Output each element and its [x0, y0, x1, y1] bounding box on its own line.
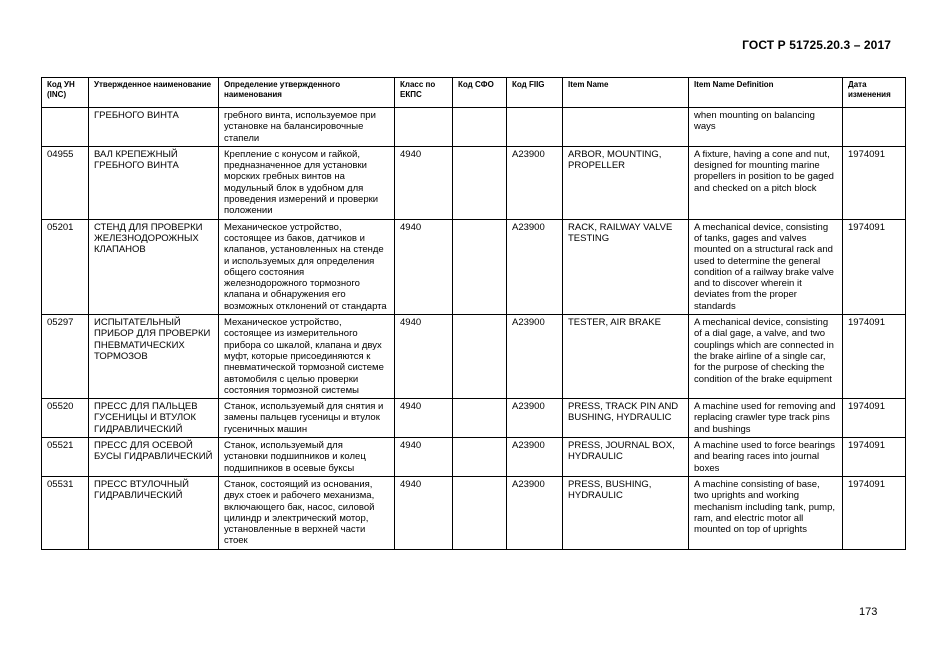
cell-approved-name: ПРЕСС ДЛЯ ПАЛЬЦЕВ ГУСЕНИЦЫ И ВТУЛОК ГИДРАВЛИЧЕСКИЙ: [89, 399, 219, 438]
cell-item-name: PRESS, TRACK PIN AND BUSHING, HYDRAULIC: [563, 399, 689, 438]
cell-definition: Станок, используемый для установки подшипников и колец подшипников в осевые буксы: [219, 438, 395, 477]
cell-item-definition: A mechanical device, consisting of a dial gage, a valve, and two couplings which are connected in the brake airline of a single car, for the purpose of checking the condition of the brake equipment: [689, 315, 843, 399]
cell-fiig: A23900: [507, 399, 563, 438]
table-row: [42, 108, 906, 147]
table-header-row: [42, 78, 906, 108]
table-row: [42, 315, 906, 399]
column-header-sfo: Код СФО: [453, 78, 507, 108]
cell-fiig: [507, 108, 563, 147]
cell-definition: Крепление с конусом и гайкой, предназначенное для установки морских гребных винтов на модульный блок в удобном для проведения измерений и проверки положении: [219, 146, 395, 219]
cell-item-definition: A machine used to force bearings and bearing races into journal boxes: [689, 438, 843, 477]
cell-sfo: [453, 219, 507, 314]
table-row: [42, 146, 906, 219]
table-row: [42, 399, 906, 438]
cell-item-definition: A fixture, having a cone and nut, designed for mounting marine propellers in position to be gaged and checked on a pitch block: [689, 146, 843, 219]
cell-fiig: A23900: [507, 315, 563, 399]
cell-item-name: PRESS, JOURNAL BOX, HYDRAULIC: [563, 438, 689, 477]
cell-class: 4940: [395, 219, 453, 314]
document-code: ГОСТ Р 51725.20.3 – 2017: [742, 38, 891, 52]
cell-sfo: [453, 438, 507, 477]
cell-fiig: A23900: [507, 476, 563, 549]
cell-date: 1974091: [843, 476, 906, 549]
cell-item-name: TESTER, AIR BRAKE: [563, 315, 689, 399]
cell-date: 1974091: [843, 146, 906, 219]
cell-approved-name: ПРЕСС ДЛЯ ОСЕВОЙ БУСЫ ГИДРАВЛИЧЕСКИЙ: [89, 438, 219, 477]
cell-approved-name: ИСПЫТАТЕЛЬНЫЙ ПРИБОР ДЛЯ ПРОВЕРКИ ПНЕВМАТИЧЕСКИХ ТОРМОЗОВ: [89, 315, 219, 399]
cell-inc: 04955: [42, 146, 89, 219]
cell-definition: Станок, состоящий из основания, двух стоек и рабочего механизма, включающего бак, насос, силовой цилиндр и электрический мотор, установленные в верхней части стоек: [219, 476, 395, 549]
column-header-item-definition: Item Name Definition: [689, 78, 843, 108]
cell-definition: гребного винта, используемое при установке на балансировочные стапели: [219, 108, 395, 147]
column-header-fiig: Код FIIG: [507, 78, 563, 108]
cell-approved-name: ГРЕБНОГО ВИНТА: [89, 108, 219, 147]
cell-date: 1974091: [843, 438, 906, 477]
page-number: 173: [859, 606, 878, 618]
cell-approved-name: СТЕНД ДЛЯ ПРОВЕРКИ ЖЕЛЕЗНОДОРОЖНЫХ КЛАПАНОВ: [89, 219, 219, 314]
cell-item-name: ARBOR, MOUNTING, PROPELLER: [563, 146, 689, 219]
cell-inc: 05297: [42, 315, 89, 399]
table-row: [42, 476, 906, 549]
cell-item-definition: A machine used for removing and replacing crawler type track pins and bushings: [689, 399, 843, 438]
cell-item-name: PRESS, BUSHING, HYDRAULIC: [563, 476, 689, 549]
column-header-definition: Определение утвержденного наименования: [219, 78, 395, 108]
cell-sfo: [453, 476, 507, 549]
column-header-inc: Код УН (INC): [42, 78, 89, 108]
column-header-date: Дата изменения: [843, 78, 906, 108]
table-body: [42, 108, 906, 550]
cell-class: 4940: [395, 146, 453, 219]
cell-approved-name: ВАЛ КРЕПЕЖНЫЙ ГРЕБНОГО ВИНТА: [89, 146, 219, 219]
cell-inc: 05531: [42, 476, 89, 549]
cell-fiig: A23900: [507, 438, 563, 477]
items-table: [41, 77, 906, 550]
column-header-item-name: Item Name: [563, 78, 689, 108]
cell-class: 4940: [395, 315, 453, 399]
table-row: [42, 438, 906, 477]
cell-sfo: [453, 315, 507, 399]
cell-class: 4940: [395, 399, 453, 438]
cell-class: [395, 108, 453, 147]
cell-fiig: A23900: [507, 219, 563, 314]
cell-class: 4940: [395, 438, 453, 477]
cell-date: 1974091: [843, 399, 906, 438]
cell-inc: [42, 108, 89, 147]
cell-item-name: [563, 108, 689, 147]
cell-definition: Механическое устройство, состоящее из баков, датчиков и клапанов, установленных на стенде и используемых для определения общего состояния железнодорожного тормозного клапана и обнаружения его возможных отклонений от стандарта: [219, 219, 395, 314]
table-row: [42, 219, 906, 314]
column-header-class: Класс по ЕКПС: [395, 78, 453, 108]
cell-date: 1974091: [843, 315, 906, 399]
cell-date: [843, 108, 906, 147]
cell-class: 4940: [395, 476, 453, 549]
cell-item-definition: A mechanical device, consisting of tanks, gages and valves mounted on a structural rack and used to determine the general condition of a railway brake valve and to discover wherein it deviates from the proper standards: [689, 219, 843, 314]
cell-item-definition: A machine consisting of base, two uprights and working mechanism including tank, pump, ram, and electric motor all mounted on top of uprights: [689, 476, 843, 549]
cell-sfo: [453, 108, 507, 147]
cell-approved-name: ПРЕСС ВТУЛОЧНЫЙ ГИДРАВЛИЧЕСКИЙ: [89, 476, 219, 549]
cell-sfo: [453, 399, 507, 438]
cell-sfo: [453, 146, 507, 219]
cell-date: 1974091: [843, 219, 906, 314]
cell-inc: 05520: [42, 399, 89, 438]
cell-inc: 05201: [42, 219, 89, 314]
cell-definition: Станок, используемый для снятия и замены пальцев гусеницы и втулок гусеничных машин: [219, 399, 395, 438]
cell-inc: 05521: [42, 438, 89, 477]
cell-item-name: RACK, RAILWAY VALVE TESTING: [563, 219, 689, 314]
cell-item-definition: when mounting on balancing ways: [689, 108, 843, 147]
column-header-approved-name: Утвержденное наименование: [89, 78, 219, 108]
cell-fiig: A23900: [507, 146, 563, 219]
cell-definition: Механическое устройство, состоящее из измерительного прибора со шкалой, клапана и двух муфт, которые присоединяются к пневматической тормозной системе автомобиля с целью проверки состояния тормозной системы: [219, 315, 395, 399]
